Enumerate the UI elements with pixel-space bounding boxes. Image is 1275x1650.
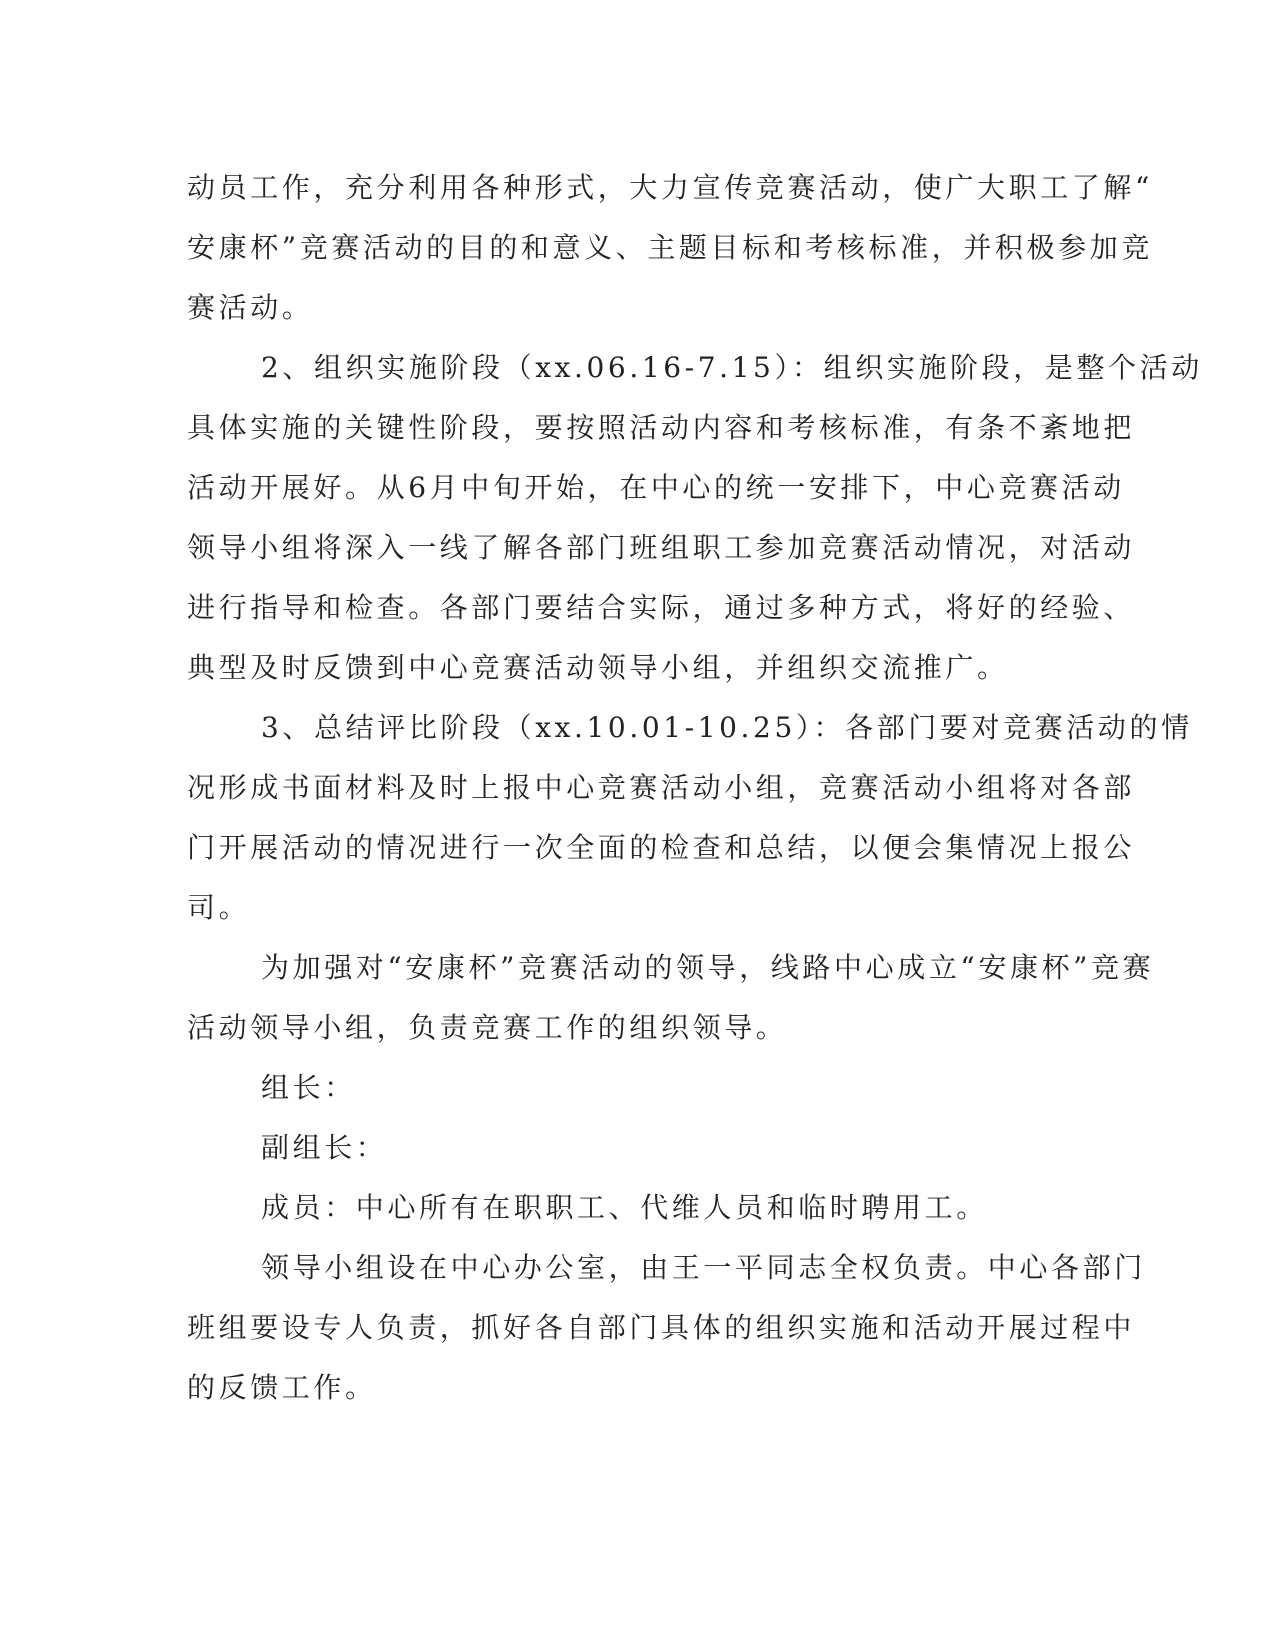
paragraph-line: 安康杯”竞赛活动的目的和意义、主题目标和考核标准，并积极参加竞 [187,231,1153,264]
paragraph-line: 司。 [187,891,251,924]
paragraph-line: 门开展活动的情况进行一次全面的检查和总结，以便会集情况上报公 [187,831,1136,864]
document-body [187,158,1203,1418]
paragraph-line: 领导小组将深入一线了解各部门班组职工参加竞赛活动情况，对活动 [187,531,1136,564]
paragraph-line: 班组要设专人负责，抓好各自部门具体的组织实施和活动开展过程中 [187,1311,1136,1344]
paragraph-line: 领导小组设在中心办公室，由王一平同志全权负责。中心各部门 [261,1251,1146,1284]
deputy-leader-line: 副组长： [261,1131,388,1164]
paragraph-line: 的反馈工作。 [187,1371,377,1404]
paragraph-line: 具体实施的关键性阶段，要按照活动内容和考核标准，有条不紊地把 [187,411,1136,444]
members-line: 成员：中心所有在职职工、代维人员和临时聘用工。 [261,1191,988,1224]
paragraph-line: 活动开展好。从6月中旬开始，在中心的统一安排下，中心竞赛活动 [187,471,1125,504]
leader-line: 组长： [261,1071,356,1104]
paragraph-line: 典型及时反馈到中心竞赛活动领导小组，并组织交流推广。 [187,651,1009,684]
paragraph-line: 2、组织实施阶段（xx.06.16-7.15）：组织实施阶段，是整个活动 [261,351,1203,384]
paragraph-line: 活动领导小组，负责竞赛工作的组织领导。 [187,1011,788,1044]
paragraph-line: 进行指导和检查。各部门要结合实际，通过多种方式，将好的经验、 [187,591,1136,624]
paragraph-line: 赛活动。 [187,291,314,324]
paragraph-line: 为加强对“安康杯”竞赛活动的领导，线路中心成立“安康杯”竞赛 [261,951,1155,984]
paragraph-line: 况形成书面材料及时上报中心竞赛活动小组，竞赛活动小组将对各部 [187,771,1136,804]
paragraph-line: 动员工作，充分利用各种形式，大力宣传竞赛活动，使广大职工了解“ [187,171,1153,204]
paragraph-line: 3、总结评比阶段（xx.10.01-10.25）：各部门要对竞赛活动的情 [261,711,1193,744]
